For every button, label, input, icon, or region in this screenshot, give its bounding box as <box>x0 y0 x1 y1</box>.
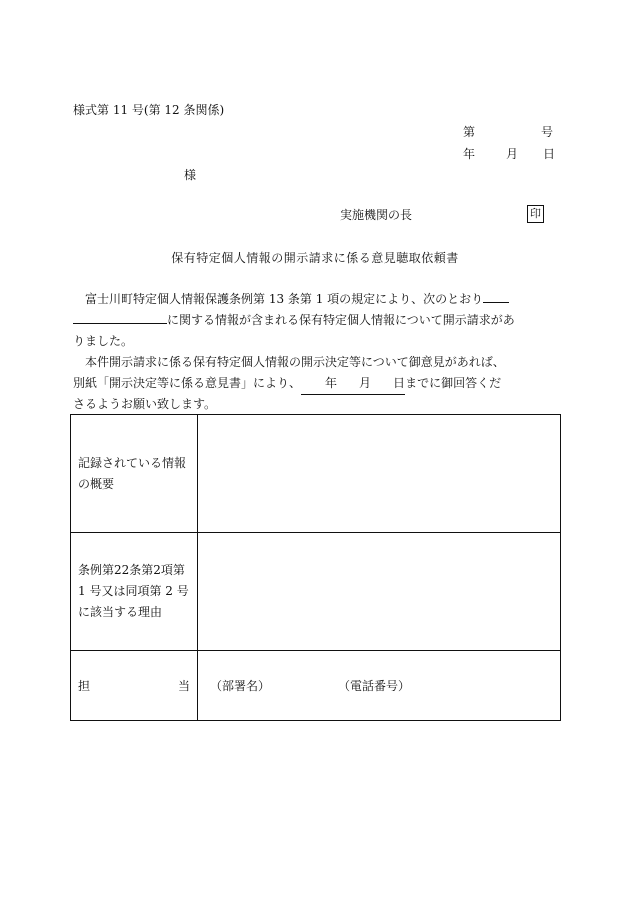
contact-label <box>71 651 198 721</box>
contact-label-left: 担 <box>78 679 91 693</box>
table-row <box>71 651 561 721</box>
paragraph-text: りました。 <box>73 334 134 348</box>
document-number-prefix: 第 <box>463 125 476 139</box>
paragraph-text: さるようお願い致します。 <box>73 397 217 411</box>
paragraph-deadline <box>73 352 559 415</box>
date-month-label: 月 <box>506 147 519 161</box>
reply-year-label: 年 <box>325 376 338 390</box>
phone-label: （電話番号） <box>338 679 411 693</box>
paragraph-text: 別紙「開示決定等に係る意見書」により、 <box>73 376 302 390</box>
paragraph-line <box>73 289 559 310</box>
reason-field[interactable] <box>198 533 561 651</box>
document-number-suffix: 号 <box>541 125 554 139</box>
recorded-info-label: 記録されている情報 の概要 <box>71 415 198 533</box>
table-row <box>71 415 561 533</box>
blank-underline <box>483 289 509 303</box>
date-day-label: 日 <box>543 147 556 161</box>
paragraph-line <box>73 352 559 373</box>
paragraph-text: 富士川町特定個人情報保護条例第 13 条第 1 項の規定により、次のとおり <box>73 292 484 306</box>
reason-label: 条例第22条第2項第 1 号又は同項第 2 号 に該当する理由 <box>71 533 198 651</box>
sender-title: 実施機関の長 <box>340 208 413 222</box>
form-number: 様式第 11 号(第 12 条関係) <box>73 103 225 117</box>
reply-month-label: 月 <box>359 376 372 390</box>
department-label: （部署名） <box>210 679 271 693</box>
reply-date-field <box>301 373 405 395</box>
blank-underline <box>73 310 167 324</box>
addressee-suffix: 様 <box>184 168 197 182</box>
paragraph-line <box>73 394 559 415</box>
seal-mark: 印 <box>527 205 544 223</box>
paragraph-text: 本件開示請求に係る保有特定個人情報の開示決定等について御意見があれば、 <box>73 355 505 369</box>
document-title: 保有特定個人情報の開示請求に係る意見聴取依頼書 <box>171 251 459 265</box>
information-table <box>70 414 561 721</box>
paragraph-text: までに御回答くだ <box>405 376 502 390</box>
date-year-label: 年 <box>463 147 476 161</box>
recorded-info-field[interactable] <box>198 415 561 533</box>
reply-day-label: 日 <box>393 376 406 390</box>
table-row <box>71 533 561 651</box>
contact-label-right: 当 <box>177 679 190 693</box>
paragraph-text: に関する情報が含まれる保有特定個人情報について開示請求があ <box>167 313 515 327</box>
paragraph-line <box>73 373 559 394</box>
paragraph-line <box>73 310 559 331</box>
paragraph-line <box>73 331 559 352</box>
contact-field[interactable] <box>198 651 561 721</box>
paragraph-request <box>73 289 559 352</box>
